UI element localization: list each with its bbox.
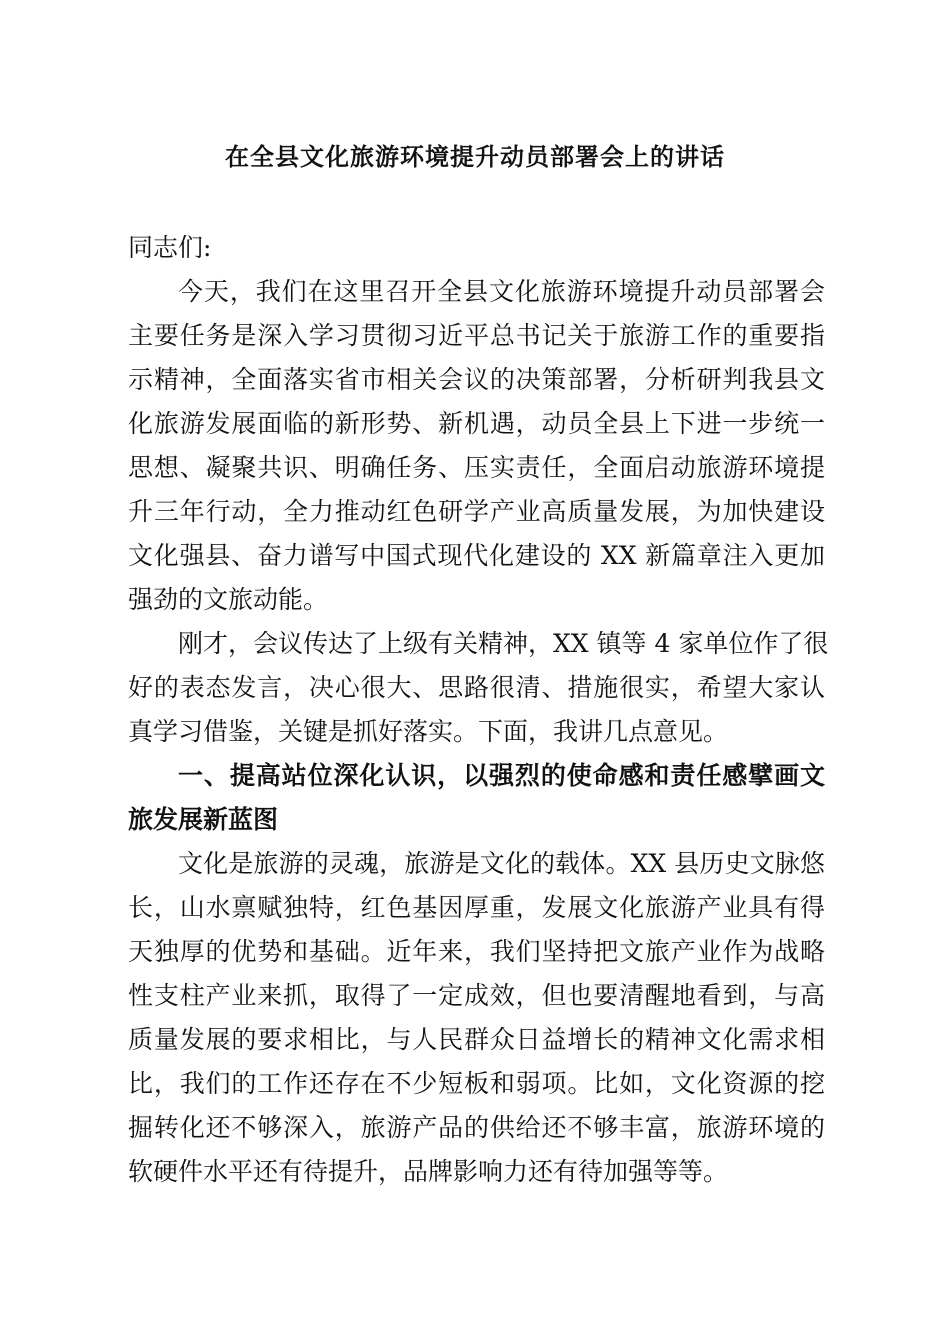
paragraph-line: 主要任务是深入学习贯彻习近平总书记关于旅游工作的重要指 [128,321,825,350]
section-heading-line: 一、提高站位深化认识，以强烈的使命感和责任感擘画文 [178,761,825,790]
paragraph-line: 质量发展的要求相比，与人民群众日益增长的精神文化需求相 [128,1025,825,1054]
paragraph-line: 软硬件水平还有待提升，品牌影响力还有待加强等等。 [128,1157,729,1186]
paragraph-line: 升三年行动，全力推动红色研学产业高质量发展，为加快建设 [128,497,825,526]
paragraph-line: 掘转化还不够深入，旅游产品的供给还不够丰富，旅游环境的 [128,1113,825,1142]
paragraph-line: 天独厚的优势和基础。近年来，我们坚持把文旅产业作为战略 [128,937,825,966]
paragraph-line: 强劲的文旅动能。 [128,585,329,614]
paragraph-line: 文化强县、奋力谱写中国式现代化建设的 XX 新篇章注入更加 [128,541,825,570]
paragraph-line: 化旅游发展面临的新形势、新机遇，动员全县上下进一步统一 [128,409,825,438]
section-heading-line: 旅发展新蓝图 [128,805,279,834]
paragraph-line: 文化是旅游的灵魂，旅游是文化的载体。XX 县历史文脉悠 [178,849,825,878]
paragraph-line: 性支柱产业来抓，取得了一定成效，但也要清醒地看到，与高 [128,981,825,1010]
document-body [128,226,829,1194]
paragraph-line: 示精神，全面落实省市相关会议的决策部署，分析研判我县文 [128,365,825,394]
paragraph-line: 比，我们的工作还存在不少短板和弱项。比如，文化资源的挖 [128,1069,825,1098]
paragraph-line: 今天，我们在这里召开全县文化旅游环境提升动员部署会 [178,277,825,306]
paragraph-line: 长，山水禀赋独特，红色基因厚重，发展文化旅游产业具有得 [128,893,825,922]
document-title: 在全县文化旅游环境提升动员部署会上的讲话 [225,142,725,171]
paragraph-line: 好的表态发言，决心很大、思路很清、措施很实，希望大家认 [128,673,825,702]
paragraph-line: 同志们: [128,233,212,262]
paragraph-line: 真学习借鉴，关键是抓好落实。下面，我讲几点意见。 [128,717,729,746]
paragraph-line: 刚才，会议传达了上级有关精神，XX 镇等 4 家单位作了很 [178,629,829,658]
paragraph-line: 思想、凝聚共识、明确任务、压实责任，全面启动旅游环境提 [128,453,825,482]
